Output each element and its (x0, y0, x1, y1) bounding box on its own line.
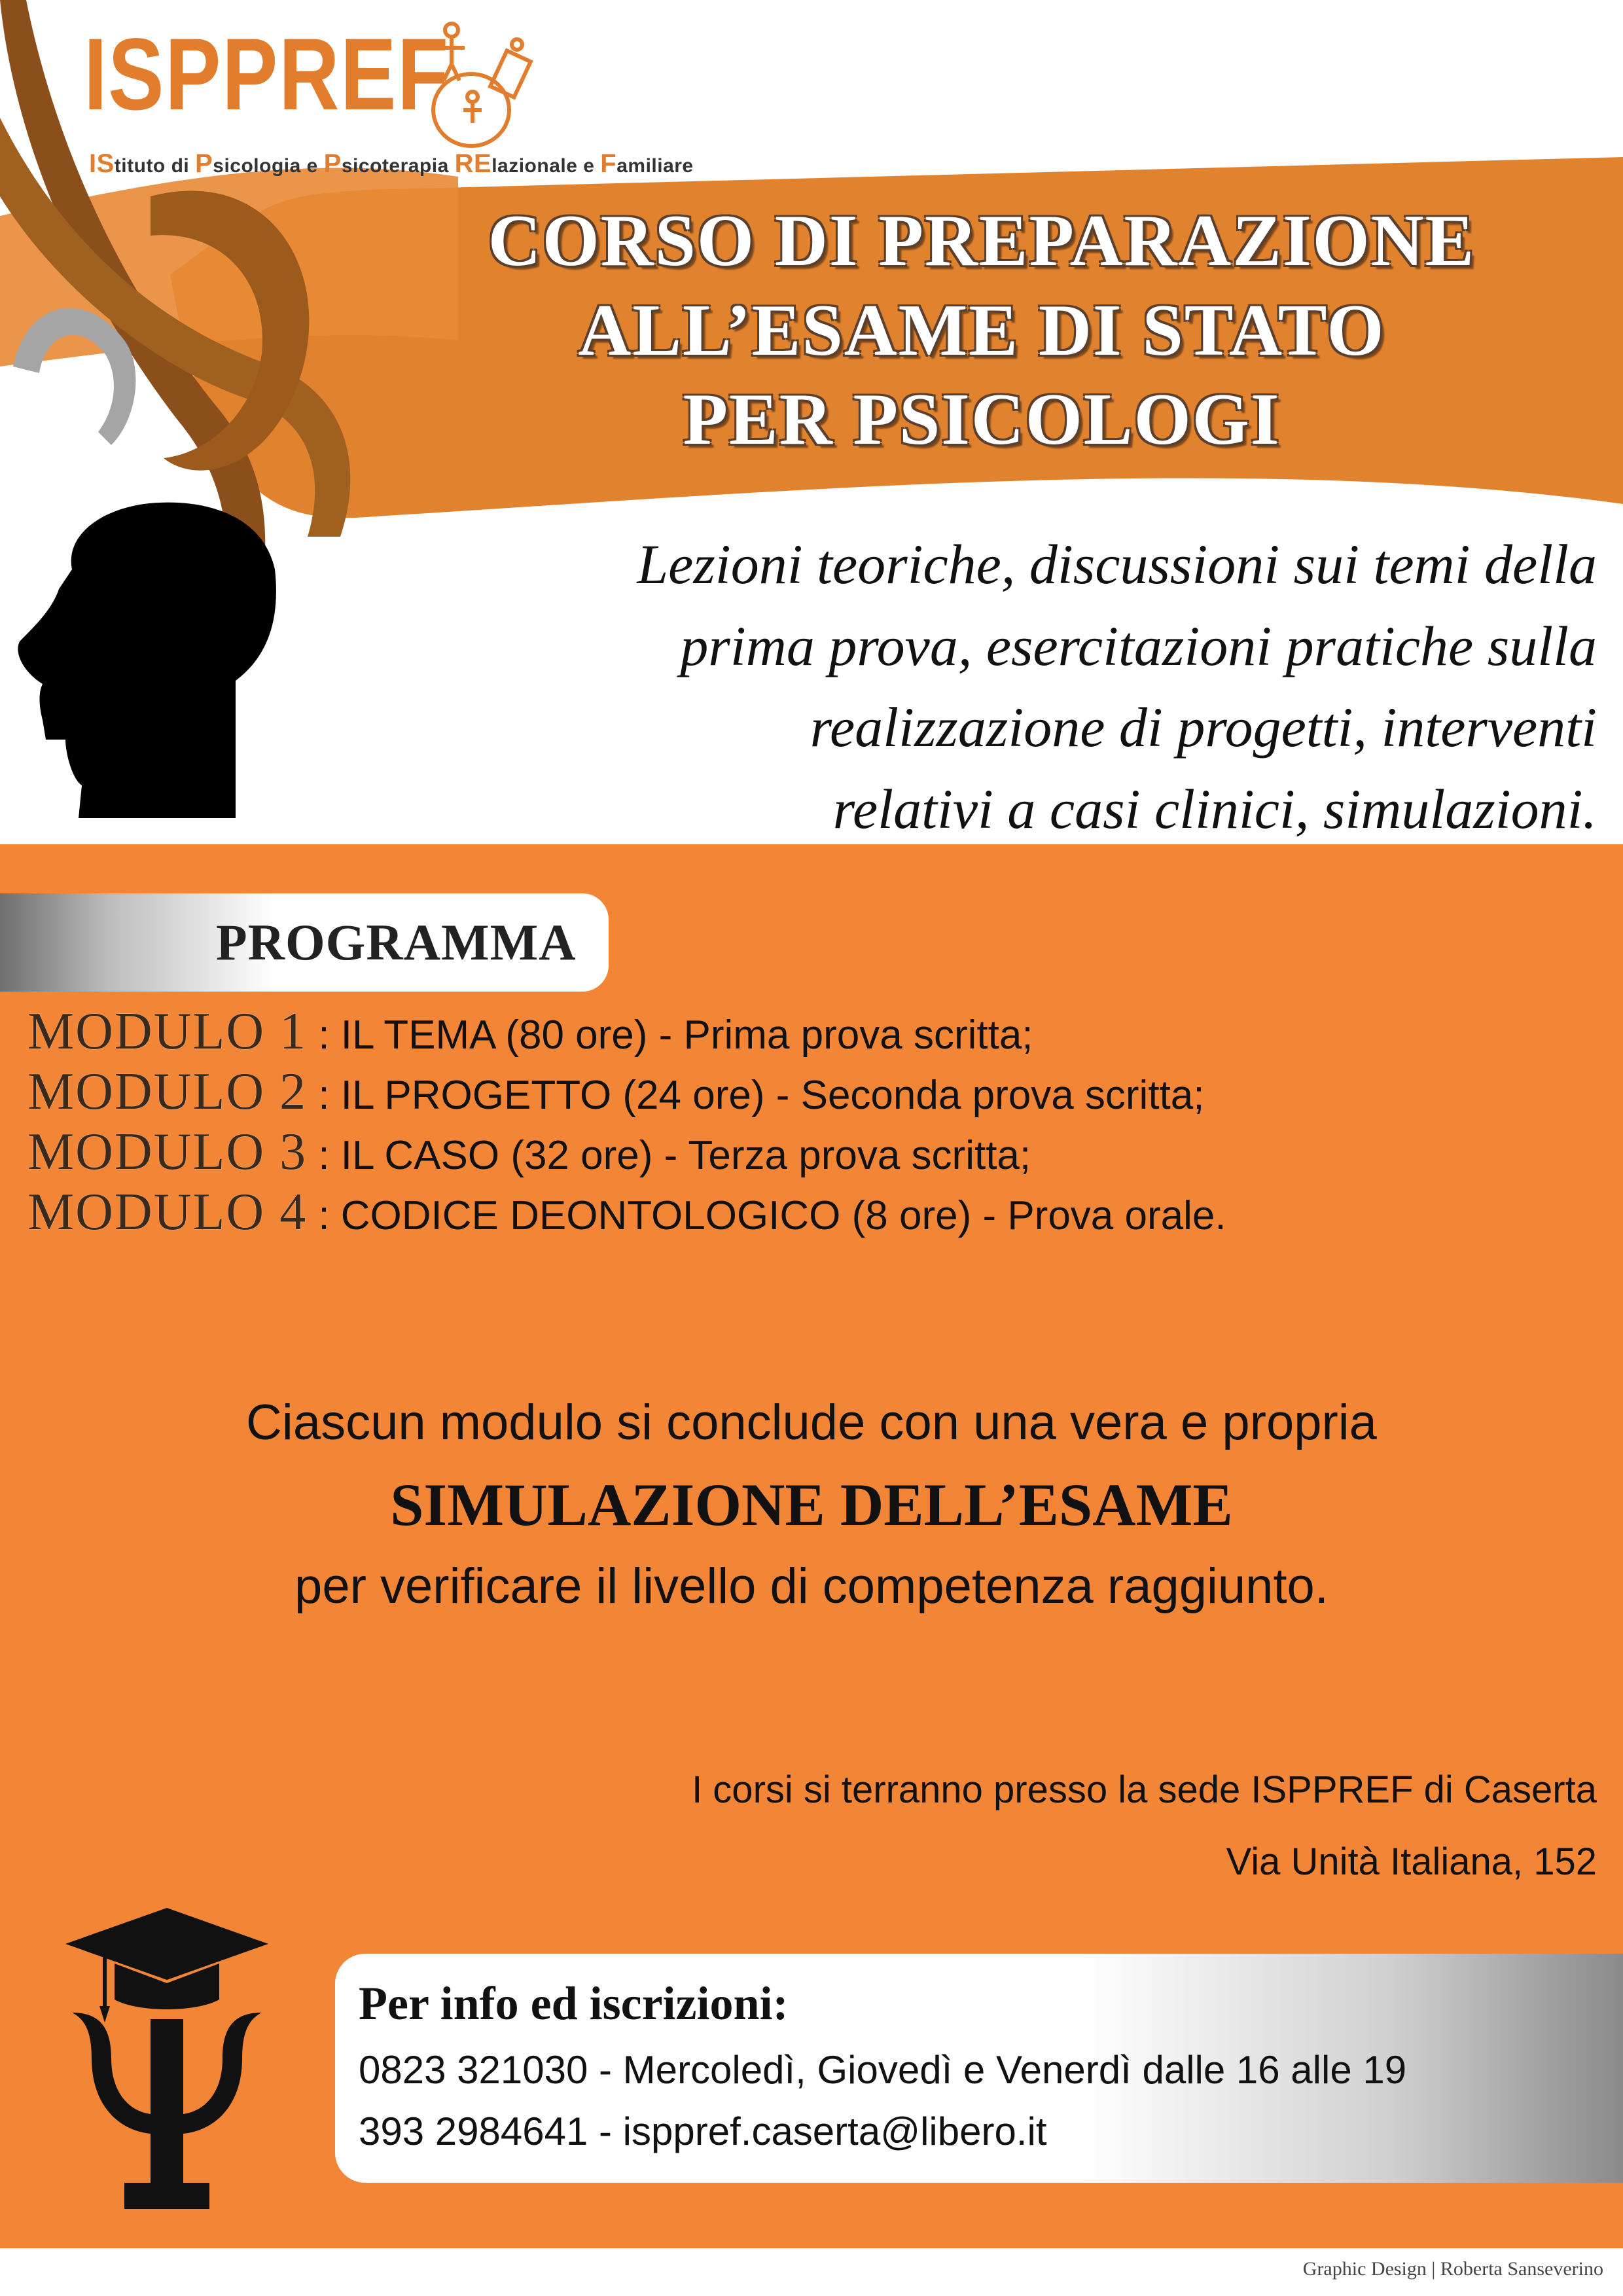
psi-graduation-icon (59, 1908, 275, 2215)
module-item (27, 1122, 1226, 1182)
info-heading: Per info ed iscrizioni: (359, 1977, 789, 2030)
module-text: : IL CASO (32 ore) - Terza prova scritta; (307, 1133, 1031, 1178)
title-line: ALL’ESAME DI STATO (578, 289, 1385, 371)
module-item (27, 1182, 1226, 1242)
logo-wordmark: ISPPREF (84, 18, 450, 132)
info-phone-hours: 0823 321030 - Mercoledì, Giovedì e Venerdì dalle 16 alle 19 (359, 2048, 1407, 2092)
description-line: prima prova, esercitazioni pratiche sulla (680, 614, 1597, 677)
programma-label: PROGRAMMA (216, 914, 577, 971)
description-line: Lezioni teoriche, discussioni sui temi della (637, 533, 1597, 596)
module-text: : IL TEMA (80 ore) - Prima prova scritta; (307, 1013, 1033, 1058)
logo-sub-part: RElazionale e (454, 149, 601, 178)
venue-address: Via Unità Italiana, 152 (1226, 1840, 1597, 1883)
logo-sub-part: IStituto di (89, 149, 196, 178)
venue-line: I corsi si terranno presso la sede ISPPREF di Caserta (692, 1768, 1597, 1811)
description-line: relativi a casi clinici, simulazioni. (832, 778, 1597, 841)
modules-list (27, 1001, 1226, 1242)
module-code: MODULO 1 (27, 1003, 308, 1060)
logo-sub-part: Familiare (600, 149, 694, 178)
module-code: MODULO 4 (27, 1183, 308, 1241)
course-title (366, 196, 1597, 465)
design-credit: Graphic Design | Roberta Sanseverino (1302, 2258, 1603, 2280)
course-description (366, 524, 1597, 850)
simulation-block (0, 1381, 1623, 1628)
module-code: MODULO 2 (27, 1063, 308, 1121)
logo-sub-part: Psicologia e (195, 149, 324, 178)
simulation-heading: SIMULAZIONE DELL’ESAME (390, 1471, 1233, 1538)
title-line: CORSO DI PREPARAZIONE (488, 200, 1476, 281)
simulation-line: per verificare il livello di competenza raggiunto. (294, 1558, 1329, 1614)
module-item (27, 1001, 1226, 1062)
info-mobile-email: 393 2984641 - isppref.caserta@libero.it (359, 2109, 1047, 2153)
simulation-line: Ciascun modulo si conclude con una vera e propria (246, 1395, 1377, 1450)
logo-subtitle (89, 149, 694, 179)
module-code: MODULO 3 (27, 1123, 308, 1181)
head-silhouette (18, 503, 276, 818)
logo-figures-icon (425, 18, 537, 149)
venue-info (692, 1754, 1597, 1898)
description-line: realizzazione di progetti, interventi (810, 696, 1597, 759)
module-item (27, 1062, 1226, 1122)
module-text: : CODICE DEONTOLOGICO (8 ore) - Prova orale. (307, 1193, 1226, 1238)
title-line: PER PSICOLOGI (683, 379, 1281, 461)
module-text: : IL PROGETTO (24 ore) - Seconda prova scritta; (307, 1073, 1205, 1118)
logo-sub-part: Psicoterapia (323, 149, 455, 178)
